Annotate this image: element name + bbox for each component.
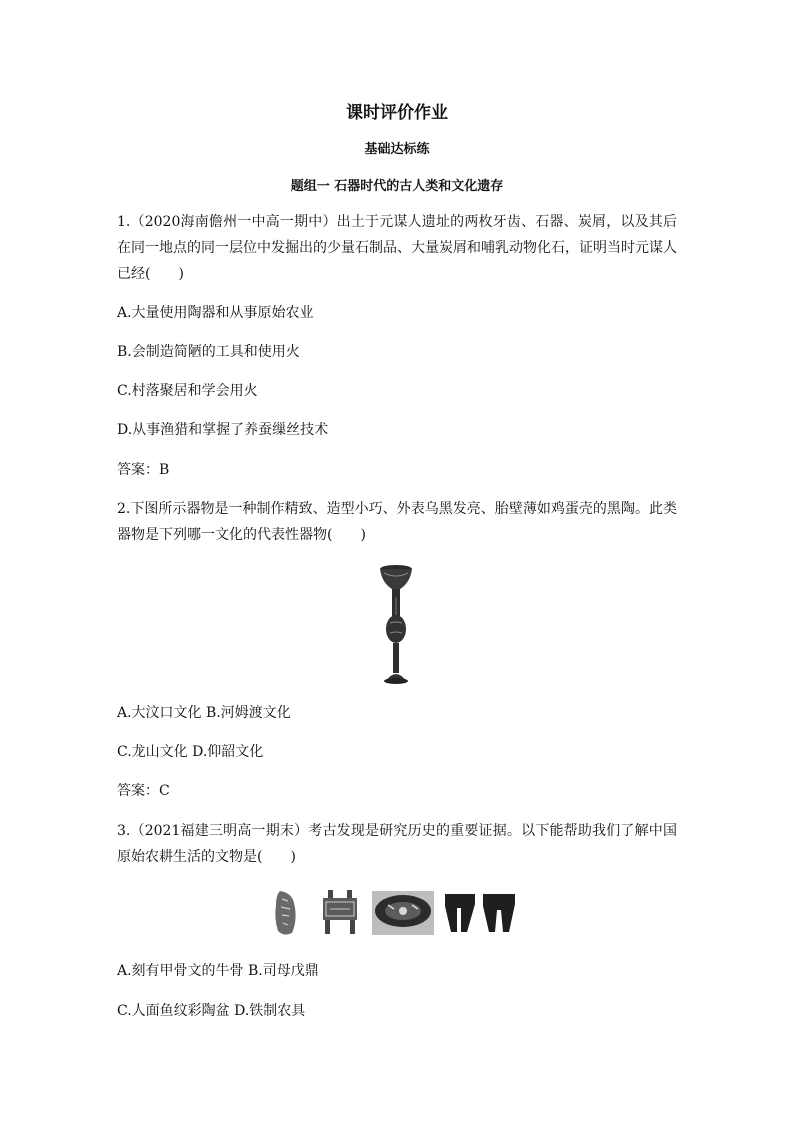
- section-heading: 基础达标练: [364, 142, 430, 157]
- question-1-option-c: C.村落聚居和学会用火: [117, 383, 258, 399]
- question-1-option-a: A.大量使用陶器和从事原始农业: [117, 305, 314, 321]
- question-2-stem: 2.下图所示器物是一种制作精致、造型小巧、外表乌黑发亮、胎壁薄如鸡蛋壳的黑陶。此类器物是下列哪一文化的代表性器物( ): [117, 501, 677, 543]
- oracle-bone-image: [272, 889, 300, 937]
- question-1-option-d: D.从事渔猎和掌握了养蚕缫丝技术: [117, 422, 329, 438]
- question-3-option-ab: A.刻有甲骨文的牛骨 B.司母戊鼎: [117, 963, 319, 979]
- question-2-answer: 答案：C: [117, 783, 170, 799]
- question-2-option-cd: C.龙山文化 D.仰韶文化: [117, 744, 264, 760]
- black-pottery-goblet-image: [368, 563, 424, 687]
- painted-pottery-basin-image: [372, 891, 434, 935]
- group-heading: 题组一 石器时代的古人类和文化遗存: [290, 179, 504, 194]
- question-3-option-cd: C.人面鱼纹彩陶盆 D.铁制农具: [117, 1003, 306, 1019]
- page-title: 课时评价作业: [346, 103, 448, 123]
- question-3-stem: 3.（2021福建三明高一期末）考古发现是研究历史的重要证据。以下能帮助我们了解中国原始农耕生活的文物是( ): [117, 823, 677, 865]
- iron-farm-tools-image: [443, 892, 519, 934]
- question-1-option-b: B.会制造简陋的工具和使用火: [117, 344, 300, 360]
- question-1-stem: 1.（2020海南儋州一中高一期中）出土于元谋人遗址的两枚牙齿、石器、炭屑，以及其后在同一地点的同一层位中发掘出的少量石制品、大量炭屑和哺乳动物化石，证明当时元谋人已经( ): [117, 214, 677, 282]
- simuwu-ding-image: [320, 890, 360, 936]
- question-1-answer: 答案：B: [117, 462, 170, 478]
- question-2-option-ab: A.大汶口文化 B.河姆渡文化: [117, 705, 291, 721]
